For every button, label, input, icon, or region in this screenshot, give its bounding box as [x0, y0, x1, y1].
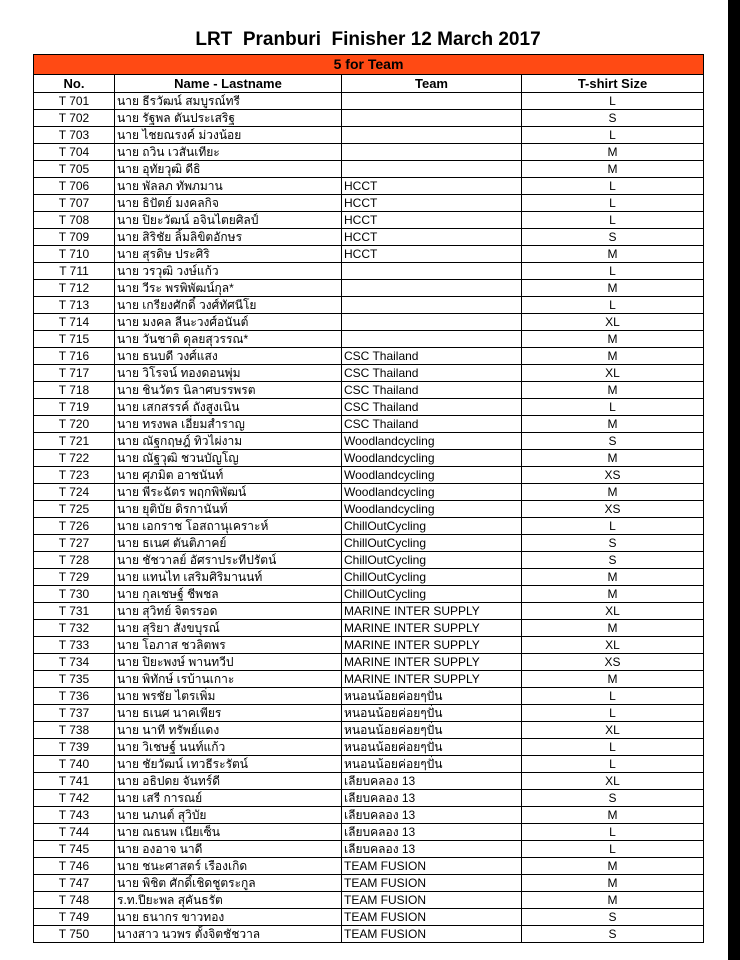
row-size: M	[522, 586, 704, 603]
row-team: ChillOutCycling	[342, 586, 522, 603]
row-size: L	[522, 195, 704, 212]
row-number: T 722	[34, 450, 115, 467]
row-team	[342, 314, 522, 331]
row-size: L	[522, 688, 704, 705]
row-size: XS	[522, 467, 704, 484]
row-team: หนอนน้อยค่อยๆปั่น	[342, 722, 522, 739]
row-size: M	[522, 875, 704, 892]
table-row	[34, 892, 704, 909]
row-name: นาย เสรี การณย์	[115, 790, 342, 807]
row-name: นาย ณัฐกฤษฎ์ ทิวไผ่งาม	[115, 433, 342, 450]
row-name: นาย นาที ทรัพย์แดง	[115, 722, 342, 739]
row-size: L	[522, 824, 704, 841]
table-row	[34, 807, 704, 824]
row-team: TEAM FUSION	[342, 892, 522, 909]
row-number: T 723	[34, 467, 115, 484]
table-row	[34, 314, 704, 331]
row-name: นาย ถวิน เวสันเทียะ	[115, 144, 342, 161]
row-name: นาย ธิปัตย์ มงคลกิจ	[115, 195, 342, 212]
table-row	[34, 416, 704, 433]
row-team: CSC Thailand	[342, 382, 522, 399]
row-number: T 720	[34, 416, 115, 433]
table-row	[34, 739, 704, 756]
table-row	[34, 399, 704, 416]
row-size: M	[522, 348, 704, 365]
row-team: Woodlandcycling	[342, 467, 522, 484]
row-name: นาย ณธนพ เนียเซ็น	[115, 824, 342, 841]
header-no: No.	[34, 75, 115, 93]
row-number: T 731	[34, 603, 115, 620]
row-name: นาย รัฐพล ตันประเสริฐ	[115, 110, 342, 127]
header-team: Team	[342, 75, 522, 93]
row-size: XL	[522, 365, 704, 382]
row-team: MARINE INTER SUPPLY	[342, 620, 522, 637]
row-name: นาย พีระฉัตร พฤกพิพัฒน์	[115, 484, 342, 501]
table-row	[34, 824, 704, 841]
row-team: ChillOutCycling	[342, 552, 522, 569]
row-team: MARINE INTER SUPPLY	[342, 654, 522, 671]
row-name: นาย เกรียงศักดิ์ วงศ์ทัศนีโย	[115, 297, 342, 314]
row-name: นาย กุลเชษฐ์ ชีพชล	[115, 586, 342, 603]
row-team	[342, 297, 522, 314]
row-name: นาย นภนต์ สุวิบัย	[115, 807, 342, 824]
row-number: T 739	[34, 739, 115, 756]
row-team: CSC Thailand	[342, 365, 522, 382]
row-number: T 704	[34, 144, 115, 161]
row-size: M	[522, 807, 704, 824]
table-row	[34, 875, 704, 892]
row-name: นาย เสกสรรค์ ถังสูงเนิน	[115, 399, 342, 416]
row-size: L	[522, 93, 704, 110]
row-number: T 741	[34, 773, 115, 790]
table-row	[34, 671, 704, 688]
row-name: นาย ปิยะพงษ์ พานทวีป	[115, 654, 342, 671]
row-size: XL	[522, 637, 704, 654]
row-size: M	[522, 382, 704, 399]
row-name: นาย ธนากร ขาวทอง	[115, 909, 342, 926]
row-name: นาย องอาจ นาดี	[115, 841, 342, 858]
row-team	[342, 127, 522, 144]
table-row	[34, 552, 704, 569]
row-team: HCCT	[342, 212, 522, 229]
row-number: T 743	[34, 807, 115, 824]
row-name: นาย ชัยวัฒน์ เทวธีระรัตน์	[115, 756, 342, 773]
row-number: T 735	[34, 671, 115, 688]
row-number: T 709	[34, 229, 115, 246]
row-number: T 729	[34, 569, 115, 586]
row-number: T 745	[34, 841, 115, 858]
row-size: S	[522, 110, 704, 127]
row-number: T 718	[34, 382, 115, 399]
row-number: T 707	[34, 195, 115, 212]
table-body	[34, 93, 704, 943]
row-team: หนอนน้อยค่อยๆปั่น	[342, 756, 522, 773]
table-row	[34, 433, 704, 450]
row-size: L	[522, 705, 704, 722]
row-size: M	[522, 416, 704, 433]
row-size: M	[522, 671, 704, 688]
table-row	[34, 484, 704, 501]
row-number: T 714	[34, 314, 115, 331]
row-name: นาย ธีรวัฒน์ สมบูรณ์ทรี	[115, 93, 342, 110]
row-size: S	[522, 790, 704, 807]
row-team	[342, 331, 522, 348]
row-team	[342, 263, 522, 280]
table-row	[34, 569, 704, 586]
row-size: M	[522, 161, 704, 178]
row-number: T 733	[34, 637, 115, 654]
row-number: T 737	[34, 705, 115, 722]
row-name: นาย ธเนศ ตันติภาคย์	[115, 535, 342, 552]
row-number: T 705	[34, 161, 115, 178]
row-size: L	[522, 178, 704, 195]
row-team: HCCT	[342, 246, 522, 263]
row-team	[342, 93, 522, 110]
row-name: นาย ชินวัตร นิลาศบรรพรต	[115, 382, 342, 399]
table-row	[34, 348, 704, 365]
table-row	[34, 705, 704, 722]
row-size: L	[522, 756, 704, 773]
row-number: T 732	[34, 620, 115, 637]
row-size: S	[522, 909, 704, 926]
row-number: T 748	[34, 892, 115, 909]
table-row	[34, 858, 704, 875]
row-name: นาย สิริชัย ลิ้มลิขิตอักษร	[115, 229, 342, 246]
row-name: นาย วิเชษฐ์ นนท์แก้ว	[115, 739, 342, 756]
row-team: HCCT	[342, 195, 522, 212]
team-banner: 5 for Team	[34, 55, 704, 75]
table-row	[34, 331, 704, 348]
table-row	[34, 365, 704, 382]
row-size: XS	[522, 501, 704, 518]
row-size: M	[522, 144, 704, 161]
row-team: TEAM FUSION	[342, 926, 522, 943]
row-name: นาย โอภาส ชวลิตพร	[115, 637, 342, 654]
row-number: T 703	[34, 127, 115, 144]
row-name: นาย ณัฐวุฒิ ชวนบัญโญ	[115, 450, 342, 467]
row-team	[342, 144, 522, 161]
table-row	[34, 127, 704, 144]
row-name: นาย แทนไท เสริมศิริมานนท์	[115, 569, 342, 586]
table-row	[34, 535, 704, 552]
row-number: T 747	[34, 875, 115, 892]
table-row	[34, 280, 704, 297]
row-size: M	[522, 280, 704, 297]
row-name: นาย ยุติบัย ดิรกานันท์	[115, 501, 342, 518]
row-name: ร.ท.ปียะพล สุคันธรัต	[115, 892, 342, 909]
row-size: L	[522, 127, 704, 144]
row-size: L	[522, 263, 704, 280]
row-size: XS	[522, 654, 704, 671]
row-name: นาย วีระ พรพิพัฒน์กุล*	[115, 280, 342, 297]
row-name: นาย สุริยา สังขบุรณ์	[115, 620, 342, 637]
row-name: นาย พิชิต ศักดิ์เชิดชูตระกูล	[115, 875, 342, 892]
row-team: Woodlandcycling	[342, 450, 522, 467]
row-size: M	[522, 331, 704, 348]
row-team: CSC Thailand	[342, 416, 522, 433]
page-title: LRT Pranburi Finisher 12 March 2017	[195, 29, 541, 50]
row-team: ChillOutCycling	[342, 518, 522, 535]
row-size: L	[522, 212, 704, 229]
row-team: TEAM FUSION	[342, 875, 522, 892]
row-size: S	[522, 229, 704, 246]
table-row	[34, 297, 704, 314]
row-number: T 716	[34, 348, 115, 365]
row-size: XL	[522, 773, 704, 790]
table-row	[34, 382, 704, 399]
row-size: L	[522, 399, 704, 416]
row-name: นาย ธเนศ นาคเพียร	[115, 705, 342, 722]
row-size: S	[522, 552, 704, 569]
row-number: T 719	[34, 399, 115, 416]
table-row	[34, 467, 704, 484]
row-team: หนอนน้อยค่อยๆปั่น	[342, 739, 522, 756]
row-size: L	[522, 841, 704, 858]
row-number: T 744	[34, 824, 115, 841]
row-team: เลียบคลอง 13	[342, 790, 522, 807]
row-team: ChillOutCycling	[342, 569, 522, 586]
row-number: T 708	[34, 212, 115, 229]
header-size: T-shirt Size	[522, 75, 704, 93]
table-row	[34, 603, 704, 620]
row-name: นาย อุทัยวุฒิ ดีธิ	[115, 161, 342, 178]
row-number: T 749	[34, 909, 115, 926]
table-row	[34, 654, 704, 671]
table-row	[34, 263, 704, 280]
row-name: นาย ไชยณรงค์ ม่วงน้อย	[115, 127, 342, 144]
row-name: นาย ธนบดี วงศ์แสง	[115, 348, 342, 365]
row-name: นาย สุวิทย์ จิตรรอด	[115, 603, 342, 620]
row-number: T 727	[34, 535, 115, 552]
table-row	[34, 790, 704, 807]
row-number: T 726	[34, 518, 115, 535]
row-number: T 712	[34, 280, 115, 297]
row-name: นาย ศุภมิต อาชนันท์	[115, 467, 342, 484]
row-size: M	[522, 620, 704, 637]
row-size: L	[522, 297, 704, 314]
row-team	[342, 280, 522, 297]
row-name: นาย พัลลภ ทัพภมาน	[115, 178, 342, 195]
table-row	[34, 246, 704, 263]
row-number: T 710	[34, 246, 115, 263]
row-number: T 728	[34, 552, 115, 569]
row-name: นาย วรวุฒิ วงษ์แก้ว	[115, 263, 342, 280]
row-team: หนอนน้อยค่อยๆปั่น	[342, 705, 522, 722]
row-size: M	[522, 569, 704, 586]
row-name: นาย วิโรจน์ ทองดอนพุ่ม	[115, 365, 342, 382]
table-row	[34, 637, 704, 654]
table-row	[34, 195, 704, 212]
row-team: Woodlandcycling	[342, 433, 522, 450]
row-size: M	[522, 892, 704, 909]
table-row	[34, 93, 704, 110]
row-team: HCCT	[342, 178, 522, 195]
header-row	[34, 75, 704, 93]
row-size: XL	[522, 603, 704, 620]
row-number: T 750	[34, 926, 115, 943]
row-number: T 721	[34, 433, 115, 450]
row-number: T 711	[34, 263, 115, 280]
row-team: MARINE INTER SUPPLY	[342, 603, 522, 620]
row-name: นาย พิทักษ์ เรบ้านเกาะ	[115, 671, 342, 688]
row-number: T 742	[34, 790, 115, 807]
table-row	[34, 450, 704, 467]
row-team: เลียบคลอง 13	[342, 841, 522, 858]
row-number: T 738	[34, 722, 115, 739]
row-number: T 734	[34, 654, 115, 671]
row-size: S	[522, 926, 704, 943]
row-number: T 701	[34, 93, 115, 110]
row-team: เลียบคลอง 13	[342, 773, 522, 790]
row-size: XL	[522, 314, 704, 331]
row-team: Woodlandcycling	[342, 501, 522, 518]
row-team: HCCT	[342, 229, 522, 246]
row-team	[342, 110, 522, 127]
row-number: T 706	[34, 178, 115, 195]
row-name: นาย สุรดิษ ประศิริ	[115, 246, 342, 263]
table-row	[34, 586, 704, 603]
row-team: Woodlandcycling	[342, 484, 522, 501]
row-name: นาย มงคล ลีนะวงศ์อนันต์	[115, 314, 342, 331]
row-team: ChillOutCycling	[342, 535, 522, 552]
row-name: นาย พรชัย ไตรเพิ่ม	[115, 688, 342, 705]
table-row	[34, 926, 704, 943]
row-number: T 724	[34, 484, 115, 501]
table-row	[34, 841, 704, 858]
table-row	[34, 110, 704, 127]
row-name: นาย ปิยะวัฒน์ อจินไตยศิลป์	[115, 212, 342, 229]
row-team: TEAM FUSION	[342, 909, 522, 926]
table-row	[34, 620, 704, 637]
row-team: MARINE INTER SUPPLY	[342, 637, 522, 654]
header-name: Name - Lastname	[115, 75, 342, 93]
finisher-table	[33, 54, 704, 943]
table-row	[34, 909, 704, 926]
row-team: เลียบคลอง 13	[342, 807, 522, 824]
row-size: M	[522, 246, 704, 263]
row-size: S	[522, 433, 704, 450]
table-row	[34, 144, 704, 161]
row-size: M	[522, 858, 704, 875]
table-row	[34, 501, 704, 518]
row-name: นาย ทรงพล เอี่ยมสำราญ	[115, 416, 342, 433]
row-size: S	[522, 535, 704, 552]
row-size: M	[522, 450, 704, 467]
table-row	[34, 756, 704, 773]
table-row	[34, 178, 704, 195]
row-size: XL	[522, 722, 704, 739]
row-number: T 746	[34, 858, 115, 875]
row-number: T 736	[34, 688, 115, 705]
row-name: นาย อธิปดย จันทร์ดี	[115, 773, 342, 790]
table-row	[34, 773, 704, 790]
row-size: L	[522, 518, 704, 535]
row-name: นาย วันชาติ ดุลยสุวรรณ*	[115, 331, 342, 348]
row-number: T 713	[34, 297, 115, 314]
row-name: นาย เอกราช โอสถานุเคราะห์	[115, 518, 342, 535]
table-row	[34, 688, 704, 705]
row-team: MARINE INTER SUPPLY	[342, 671, 522, 688]
row-team	[342, 161, 522, 178]
row-name: นาย ชัชวาลย์ อัศราประทีปรัตน์	[115, 552, 342, 569]
row-name: นางสาว นวพร ตั้งจิตชัชวาล	[115, 926, 342, 943]
row-team: หนอนน้อยค่อยๆปั่น	[342, 688, 522, 705]
row-number: T 717	[34, 365, 115, 382]
table-row	[34, 161, 704, 178]
row-number: T 725	[34, 501, 115, 518]
row-number: T 715	[34, 331, 115, 348]
row-number: T 702	[34, 110, 115, 127]
row-team: CSC Thailand	[342, 399, 522, 416]
table-row	[34, 229, 704, 246]
row-number: T 730	[34, 586, 115, 603]
team-banner-row	[34, 55, 704, 75]
row-number: T 740	[34, 756, 115, 773]
row-team: TEAM FUSION	[342, 858, 522, 875]
table-row	[34, 518, 704, 535]
table-row	[34, 722, 704, 739]
row-name: นาย ชนะศาสตร์ เรืองเกิด	[115, 858, 342, 875]
right-edge-bar	[728, 0, 740, 960]
table-row	[34, 212, 704, 229]
row-size: M	[522, 484, 704, 501]
row-team: เลียบคลอง 13	[342, 824, 522, 841]
row-team: CSC Thailand	[342, 348, 522, 365]
row-size: L	[522, 739, 704, 756]
